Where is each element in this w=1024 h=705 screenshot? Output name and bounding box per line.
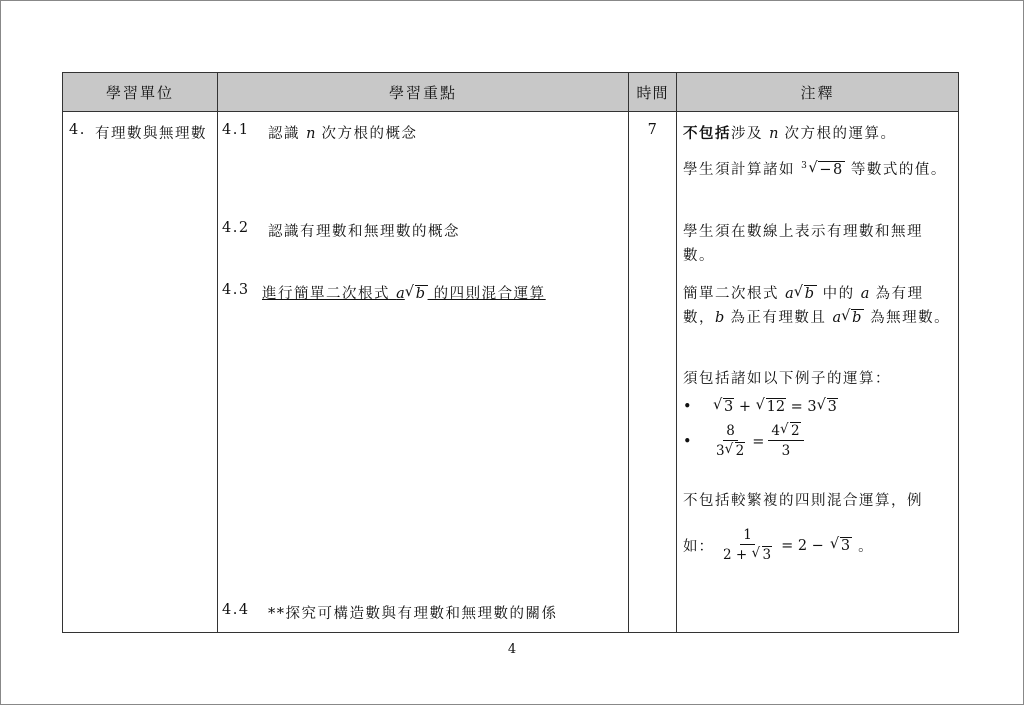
item-4-1-text: 認識 n 次方根的概念 xyxy=(268,126,418,142)
time-value: 7 xyxy=(647,122,659,138)
header-unit: 學習單位 xyxy=(63,73,218,112)
header-notes: 注釋 xyxy=(677,73,959,112)
time-cell xyxy=(629,112,677,633)
header-time: 時間 xyxy=(629,73,677,112)
syllabus-table xyxy=(62,72,959,633)
item-4-4-text: **探究可構造數與有理數和無理數的關係 xyxy=(268,606,558,622)
table-header-row xyxy=(63,73,959,112)
note-surd-definition: 簡單二次根式 a√ b 中的 a 為有理數，b 為正有理數且 a√ b 為無理數。 xyxy=(683,282,953,330)
item-4-1-number: 4.1 xyxy=(222,122,250,138)
note-cube-root-example: 學生須計算諸如 $^3$√ −8 等數式的值。 xyxy=(683,154,953,182)
note-exclude-complex: 不包括較繁複的四則混合運算，例 xyxy=(683,493,923,509)
focus-cell xyxy=(218,112,629,633)
header-focus: 學習重點 xyxy=(218,73,629,112)
item-4-3-text: 進行簡單二次根式 a√ b 的四則混合運算 xyxy=(262,282,546,303)
unit-cell xyxy=(63,112,218,633)
example-1: √ 3 + √ 12 = 3√ 3 xyxy=(713,399,838,415)
example-2: $\frac{8}{3√ 2}$ = $\frac{4√ 2}{3}$ xyxy=(713,422,804,461)
example-3: 如： $\frac{1}{2 + √ 3}$ = 2 − √ 3 。 xyxy=(683,526,874,565)
item-4-3-number: 4.3 xyxy=(222,282,250,298)
notes-cell xyxy=(677,112,959,633)
item-4-2-number: 4.2 xyxy=(222,220,250,236)
note-include-examples: 須包括諸如以下例子的運算： xyxy=(683,371,891,387)
note-number-line: 學生須在數線上表示有理數和無理數。 xyxy=(683,224,923,264)
table-row xyxy=(63,112,959,633)
item-4-4-number: 4.4 xyxy=(222,602,250,618)
bullet-2: • xyxy=(683,434,694,450)
note-exclude-nth-root: 不包括涉及 n 次方根的運算。 xyxy=(683,125,897,142)
item-4-2-text: 認識有理數和無理數的概念 xyxy=(268,224,460,240)
page-number: 4 xyxy=(507,642,517,657)
unit-number: 4. xyxy=(69,122,86,138)
unit-title: 有理數與無理數 xyxy=(95,126,207,142)
bullet-1: • xyxy=(683,399,694,415)
